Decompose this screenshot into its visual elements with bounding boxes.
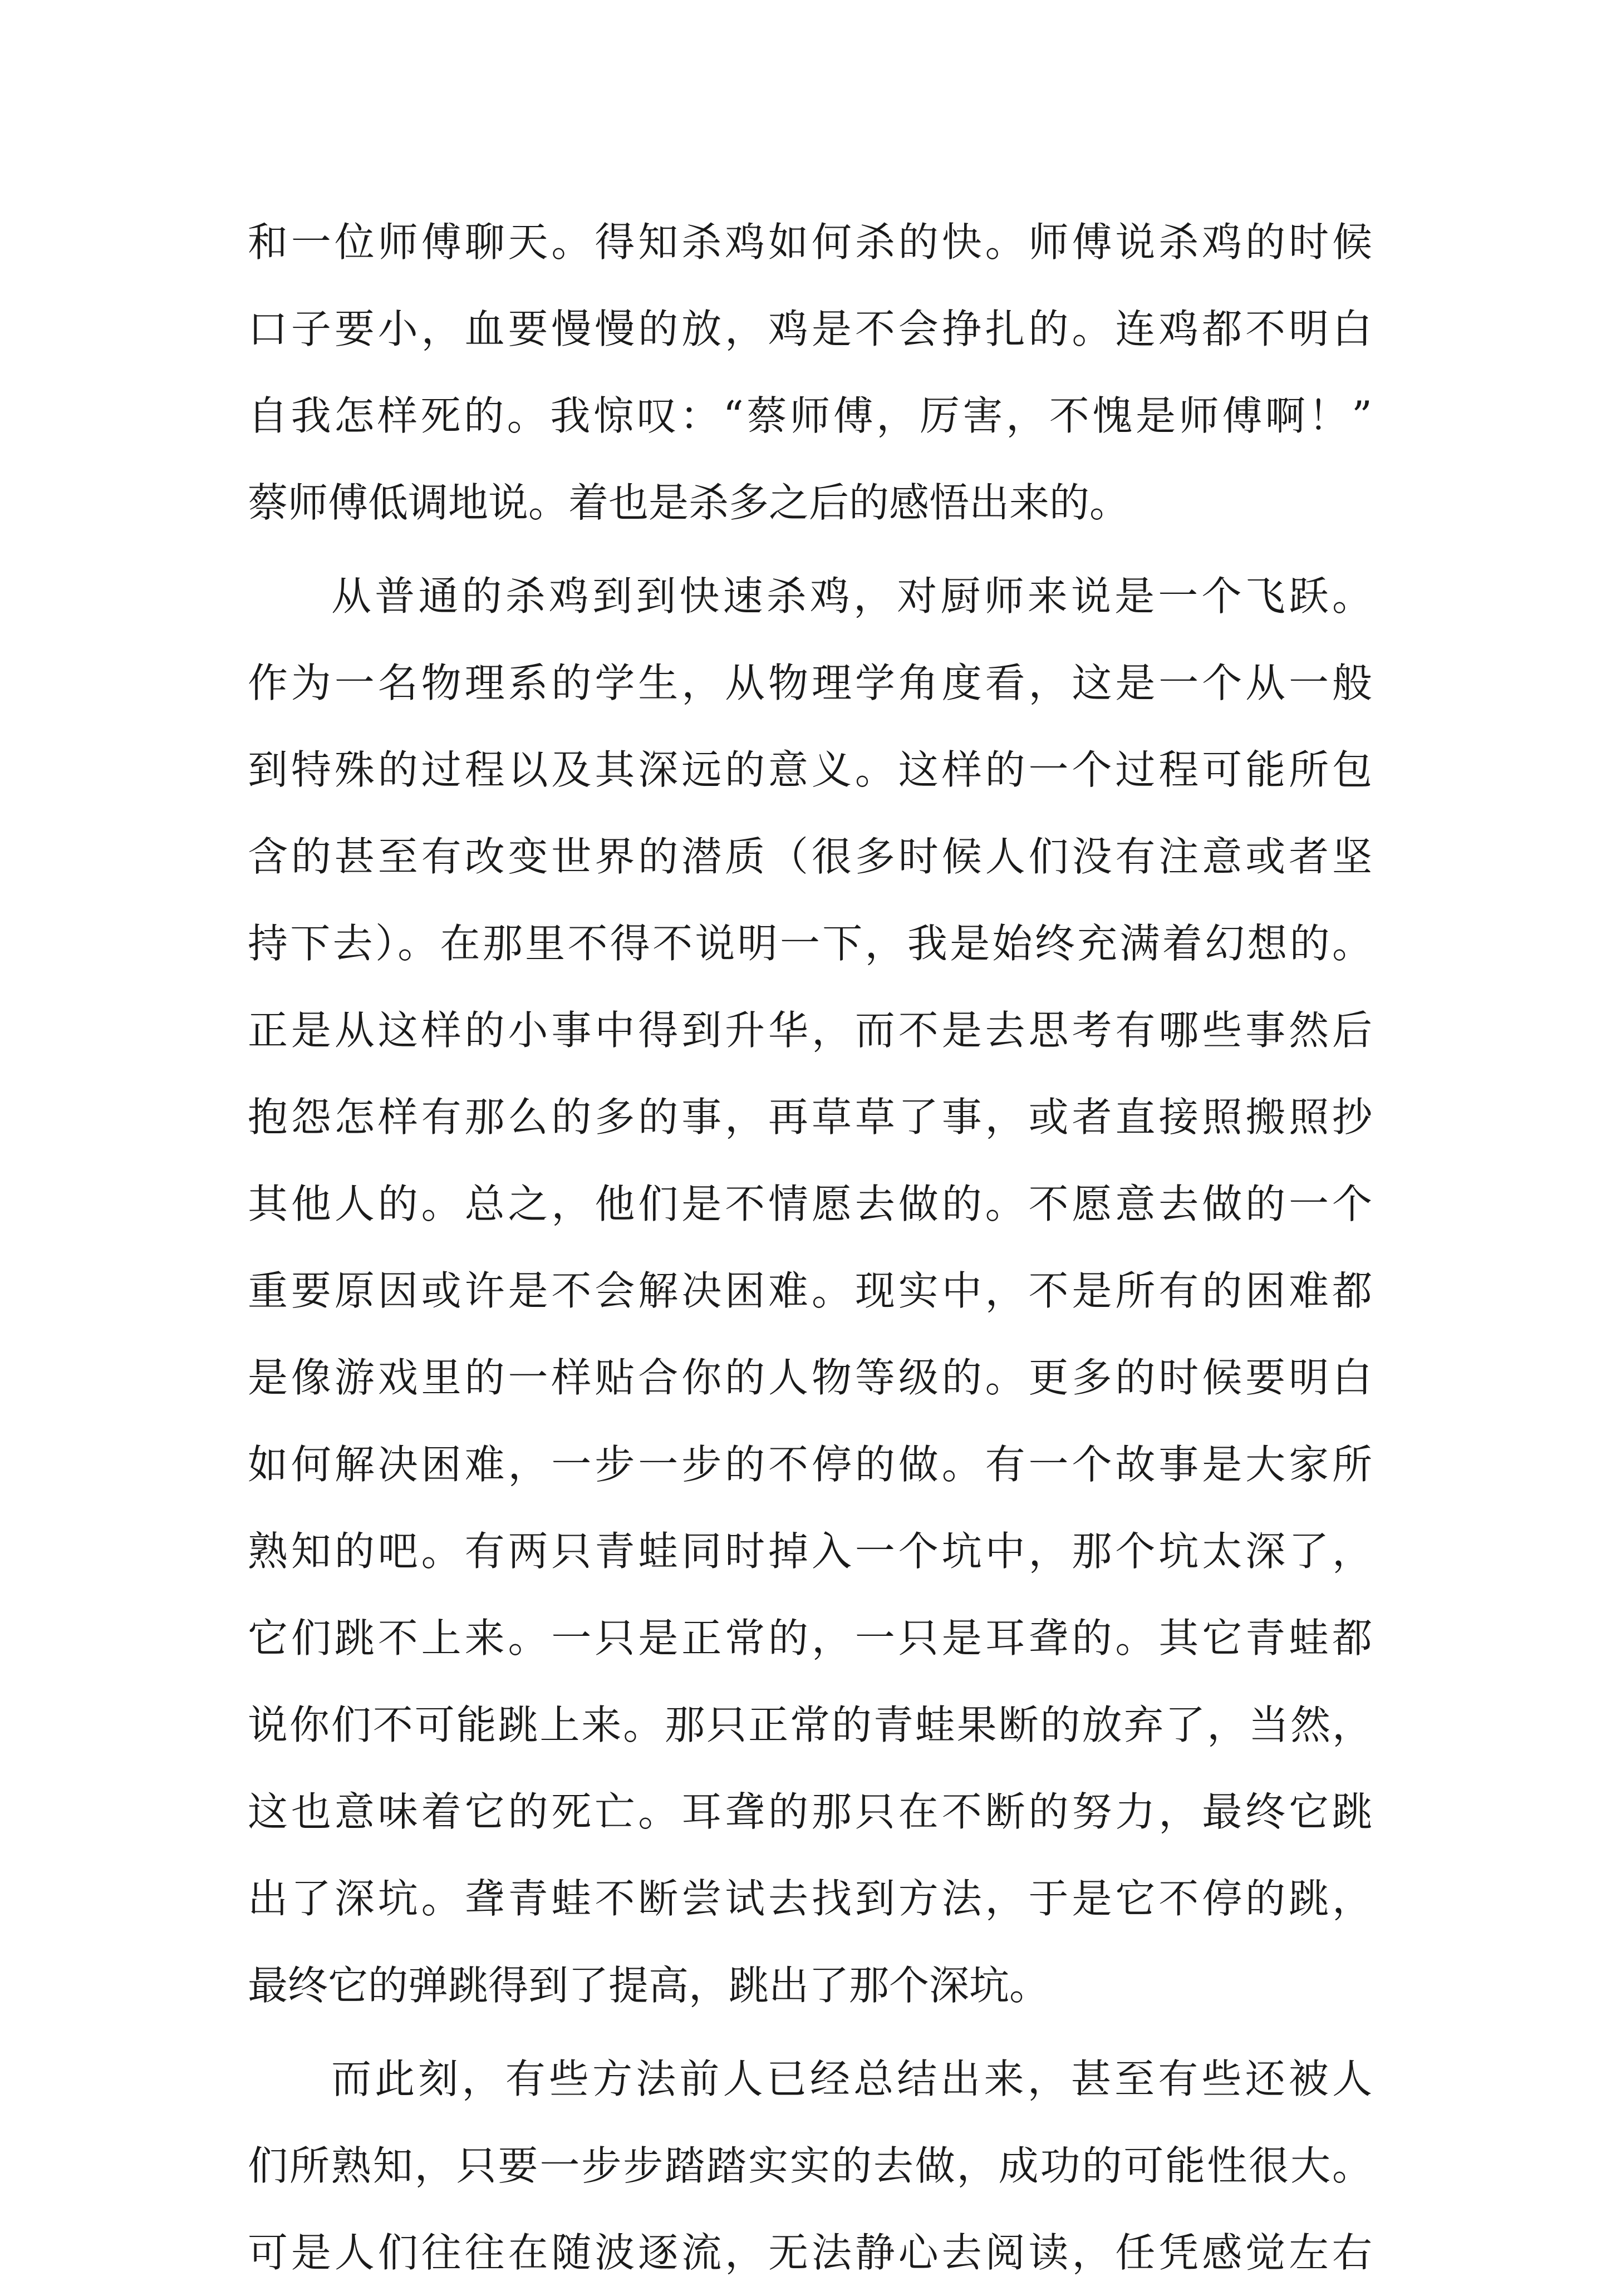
text-line: 含的甚至有改变世界的潜质（很多时候人们没有注意或者坚 [248, 833, 1372, 880]
text-line: 作为一名物理系的学生，从物理学角度看，这是一个从一般 [248, 660, 1372, 706]
paragraph [248, 553, 1372, 2029]
text-line: 抱怨怎样有那么的多的事，再草草了事，或者直接照搬照抄 [248, 1094, 1372, 1140]
text-line: 重要原因或许是不会解决困难。现实中，不是所有的困难都 [248, 1267, 1372, 1314]
body-text [248, 199, 1372, 2296]
text-line: 从普通的杀鸡到到快速杀鸡，对厨师来说是一个飞跃。 [331, 573, 1372, 620]
text-line: 正是从这样的小事中得到升华，而不是去思考有哪些事然后 [248, 1007, 1372, 1054]
paragraph-gap [248, 2029, 1372, 2036]
paragraph [248, 2036, 1372, 2296]
paragraph [248, 199, 1372, 546]
text-line: 和一位师傅聊天。得知杀鸡如何杀的快。师傅说杀鸡的时候 [248, 219, 1372, 266]
text-line: 口子要小，血要慢慢的放，鸡是不会挣扎的。连鸡都不明白 [248, 306, 1372, 352]
text-line: 其他人的。总之，他们是不情愿去做的。不愿意去做的一个 [248, 1181, 1372, 1227]
text-line: 最终它的弹跳得到了提高，跳出了那个深坑。 [248, 1962, 1050, 2009]
text-line: 蔡师傅低调地说。着也是杀多之后的感悟出来的。 [248, 479, 1130, 526]
text-line: 持下去）。在那里不得不说明一下，我是始终充满着幻想的。 [248, 920, 1372, 967]
text-line: 们所熟知，只要一步步踏踏实实的去做，成功的可能性很大。 [248, 2142, 1372, 2189]
text-line: 可是人们往往在随波逐流，无法静心去阅读，任凭感觉左右 [248, 2229, 1372, 2276]
text-line: 而此刻，有些方法前人已经总结出来，甚至有些还被人 [331, 2056, 1372, 2102]
text-line: 如何解决困难，一步一步的不停的做。有一个故事是大家所 [248, 1441, 1372, 1488]
text-line: 到特殊的过程以及其深远的意义。这样的一个过程可能所包 [248, 746, 1372, 793]
text-line: 这也意味着它的死亡。耳聋的那只在不断的努力，最终它跳 [248, 1788, 1372, 1835]
paragraph-gap [248, 546, 1372, 553]
text-line: 它们跳不上来。一只是正常的，一只是耳聋的。其它青蛙都 [248, 1615, 1372, 1661]
text-line: 自我怎样死的。我惊叹：“蔡师傅，厉害，不愧是师傅啊！” [248, 392, 1372, 439]
text-line: 是像游戏里的一样贴合你的人物等级的。更多的时候要明白 [248, 1354, 1372, 1401]
text-line: 出了深坑。聋青蛙不断尝试去找到方法，于是它不停的跳， [248, 1875, 1372, 1922]
text-line: 说你们不可能跳上来。那只正常的青蛙果断的放弃了，当然， [248, 1702, 1372, 1748]
text-line: 熟知的吧。有两只青蛙同时掉入一个坑中，那个坑太深了， [248, 1528, 1372, 1575]
